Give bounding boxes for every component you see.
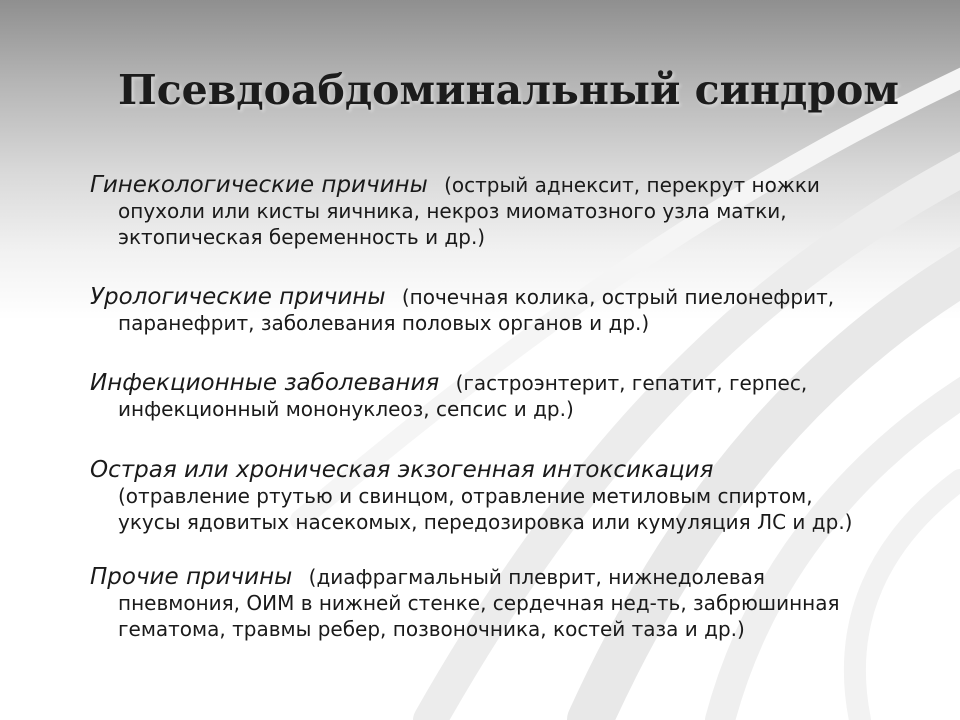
item-detail-line: гематома, травмы ребер, позвоночника, костей таза и др.): [118, 617, 745, 641]
item-detail-line: инфекционный мононуклеоз, сепсис и др.): [118, 397, 574, 421]
item-detail-line: эктопическая беременность и др.): [118, 225, 486, 249]
page-title: Псевдоабдоминальный синдром: [118, 66, 899, 114]
item-heading: Гинекологические причины: [90, 172, 428, 198]
list-item-intoxication: [90, 457, 910, 535]
item-heading: Инфекционные заболевания: [90, 370, 440, 396]
list-item-other: [90, 564, 910, 642]
item-detail: (почечная колика, острый пиелонефрит,: [401, 285, 835, 309]
list-item-gynecologic: [90, 172, 910, 250]
item-heading: Острая или хроническая экзогенная интоксикация: [90, 457, 714, 483]
item-detail-line: укусы ядовитых насекомых, передозировка или кумуляция ЛС и др.): [118, 510, 853, 534]
item-heading: Урологические причины: [90, 284, 386, 310]
list-item-infectious: [90, 370, 910, 422]
list-item-urologic: [90, 284, 910, 336]
item-detail-line: пневмония, ОИМ в нижней стенке, сердечная нед-ть, забрюшинная: [118, 591, 840, 615]
item-detail-line: опухоли или кисты яичника, некроз миоматозного узла матки,: [118, 199, 787, 223]
item-detail: (гастроэнтерит, гепатит, герпес,: [455, 371, 808, 395]
item-detail-line: (отравление ртутью и свинцом, отравление метиловым спиртом,: [118, 484, 813, 508]
item-detail: (острый аднексит, перекрут ножки: [444, 173, 820, 197]
item-heading: Прочие причины: [90, 564, 293, 590]
item-detail: (диафрагмальный плеврит, нижнедолевая: [308, 565, 765, 589]
item-detail-line: паранефрит, заболевания половых органов и др.): [118, 311, 650, 335]
